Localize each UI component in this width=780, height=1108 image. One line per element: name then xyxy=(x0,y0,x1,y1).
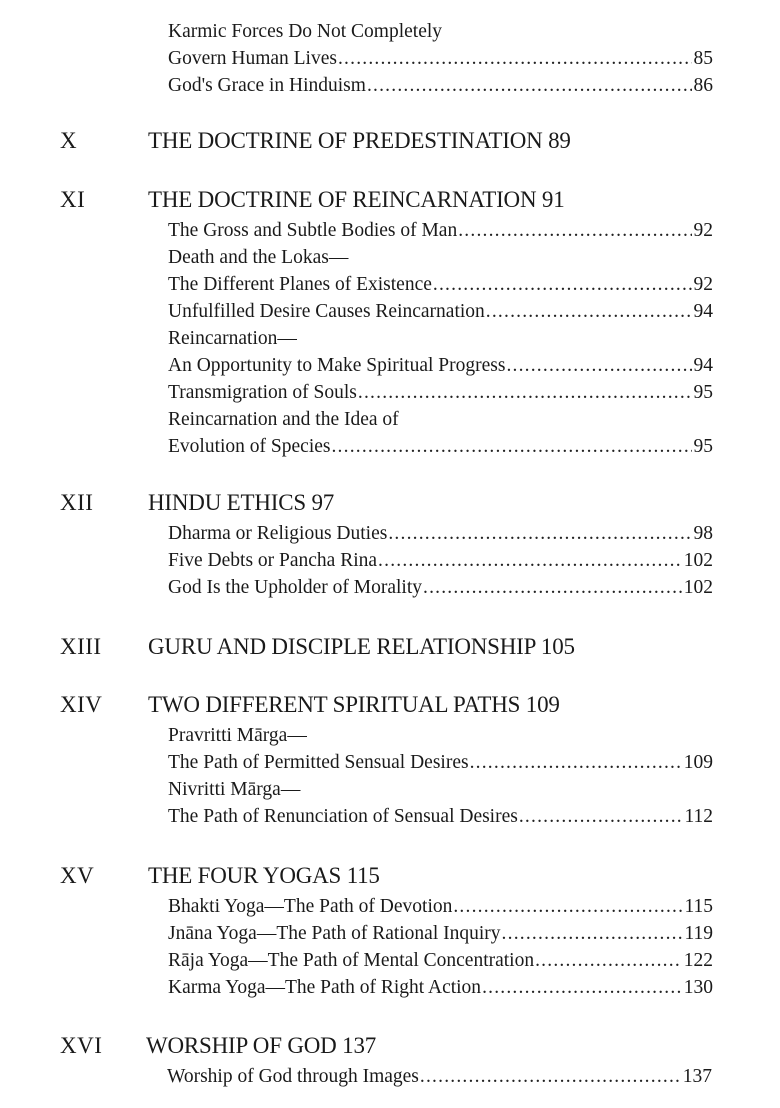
chapter-numeral: XIV xyxy=(60,692,103,717)
toc-entry[interactable] xyxy=(168,244,713,298)
entry-line: Reincarnation and the Idea of xyxy=(168,409,399,430)
toc-entry[interactable] xyxy=(168,722,713,776)
toc-chapter-xv xyxy=(0,861,780,1001)
entry-line: Five Debts or Pancha Rina xyxy=(168,550,378,571)
chapter-title: THE DOCTRINE OF PREDESTINATION 89 xyxy=(148,128,571,153)
toc-entries xyxy=(167,1063,712,1090)
entry-line: Bhakti Yoga—The Path of Devotion xyxy=(168,896,453,917)
dot-leader xyxy=(331,433,691,460)
page-number: 115 xyxy=(684,896,713,917)
page-number: 130 xyxy=(683,977,713,998)
chapter-title: TWO DIFFERENT SPIRITUAL PATHS 109 xyxy=(148,692,560,717)
dot-leader xyxy=(367,72,692,99)
toc-entry[interactable] xyxy=(167,1063,712,1090)
page-number: 86 xyxy=(693,75,713,96)
chapter-title: HINDU ETHICS 97 xyxy=(148,490,335,515)
chapter-numeral: XVI xyxy=(60,1033,103,1058)
toc-entry[interactable] xyxy=(168,547,713,574)
toc-entry[interactable] xyxy=(168,776,713,830)
toc-entry[interactable] xyxy=(168,947,713,974)
dot-leader xyxy=(388,520,691,547)
entry-line: The Path of Renunciation of Sensual Desires xyxy=(168,806,518,827)
page-number: 102 xyxy=(683,550,713,571)
chapter-title: THE FOUR YOGAS 115 xyxy=(148,863,380,888)
toc-entries xyxy=(168,893,713,1001)
entry-line: Death and the Lokas— xyxy=(168,247,349,268)
chapter-heading[interactable] xyxy=(0,632,780,662)
entry-line: Evolution of Species xyxy=(168,436,331,457)
page-number: 137 xyxy=(682,1066,712,1087)
toc-entry[interactable] xyxy=(168,574,713,601)
page-number: 119 xyxy=(684,923,713,944)
entry-line: God Is the Upholder of Morality xyxy=(168,577,422,598)
dot-leader xyxy=(486,298,692,325)
toc-entry[interactable] xyxy=(168,18,713,72)
page-number: 94 xyxy=(693,355,713,376)
page-number: 102 xyxy=(683,577,713,598)
chapter-heading[interactable] xyxy=(0,126,780,156)
chapter-heading[interactable] xyxy=(0,488,780,518)
toc-entry[interactable] xyxy=(168,520,713,547)
toc-chapter-xiv xyxy=(0,690,780,830)
toc-entry[interactable] xyxy=(168,920,713,947)
dot-leader xyxy=(420,1063,681,1090)
page-number: 112 xyxy=(684,806,713,827)
dot-leader xyxy=(378,547,682,574)
chapter-title: GURU AND DISCIPLE RELATIONSHIP 105 xyxy=(148,634,575,659)
entry-line: Rāja Yoga—The Path of Mental Concentration xyxy=(168,950,535,971)
toc-chapter-xi xyxy=(0,185,780,460)
toc-entry[interactable] xyxy=(168,406,713,460)
page-number: 122 xyxy=(683,950,713,971)
entry-line: Govern Human Lives xyxy=(168,48,337,69)
page-number: 92 xyxy=(693,274,713,295)
chapter-title: WORSHIP OF GOD 137 xyxy=(146,1033,377,1058)
chapter-heading[interactable] xyxy=(0,1031,780,1061)
entry-line: Pravritti Mārga— xyxy=(168,725,307,746)
dot-leader xyxy=(423,574,682,601)
chapter-numeral: XI xyxy=(60,187,86,212)
toc-entry[interactable] xyxy=(168,217,713,244)
entry-line: Karmic Forces Do Not Completely xyxy=(168,21,443,42)
dot-leader xyxy=(338,45,692,72)
page-number: 98 xyxy=(693,523,713,544)
page-number: 85 xyxy=(693,48,713,69)
toc-entry[interactable] xyxy=(168,325,713,379)
dot-leader xyxy=(506,352,691,379)
entry-line: Dharma or Religious Duties xyxy=(168,523,388,544)
entry-line: God's Grace in Hinduism xyxy=(168,75,366,96)
toc-entries xyxy=(168,217,713,460)
toc-entry[interactable] xyxy=(168,298,713,325)
dot-leader xyxy=(482,974,682,1001)
chapter-heading[interactable] xyxy=(0,690,780,720)
chapter-title: THE DOCTRINE OF REINCARNATION 91 xyxy=(148,187,565,212)
page-number: 95 xyxy=(693,382,713,403)
entry-line: Transmigration of Souls xyxy=(168,382,357,403)
chapter-heading[interactable] xyxy=(0,861,780,891)
page-number: 95 xyxy=(693,436,713,457)
toc-entries xyxy=(168,520,713,601)
entry-line: Worship of God through Images xyxy=(167,1066,419,1087)
entry-line: An Opportunity to Make Spiritual Progress xyxy=(168,355,506,376)
toc-entries xyxy=(168,18,713,99)
toc-chapter-x xyxy=(0,126,780,156)
toc-entries xyxy=(168,722,713,830)
chapter-numeral: X xyxy=(60,128,78,153)
dot-leader xyxy=(358,379,692,406)
dot-leader xyxy=(433,271,692,298)
entry-line: Jnāna Yoga—The Path of Rational Inquiry xyxy=(168,923,501,944)
toc-chapter-xiii xyxy=(0,632,780,662)
toc-entry[interactable] xyxy=(168,893,713,920)
chapter-numeral: XIII xyxy=(60,634,102,659)
toc-entry[interactable] xyxy=(168,379,713,406)
page-number: 109 xyxy=(683,752,713,773)
toc-chapter-xii xyxy=(0,488,780,601)
dot-leader xyxy=(535,947,682,974)
dot-leader xyxy=(470,749,682,776)
entry-line: Karma Yoga—The Path of Right Action xyxy=(168,977,482,998)
toc-continuation xyxy=(0,18,780,99)
entry-line: The Different Planes of Existence xyxy=(168,274,432,295)
entry-line: The Gross and Subtle Bodies of Man xyxy=(168,220,458,241)
toc-chapter-xvi xyxy=(0,1031,780,1090)
dot-leader xyxy=(458,217,691,244)
page-number: 94 xyxy=(693,301,713,322)
entry-line: Reincarnation— xyxy=(168,328,297,349)
chapter-heading[interactable] xyxy=(0,185,780,215)
toc-entry[interactable] xyxy=(168,72,713,99)
dot-leader xyxy=(453,893,682,920)
page-number: 92 xyxy=(693,220,713,241)
entry-line: Unfulfilled Desire Causes Reincarnation xyxy=(168,301,485,322)
toc-entry[interactable] xyxy=(168,974,713,1001)
entry-line: Nivritti Mārga— xyxy=(168,779,301,800)
dot-leader xyxy=(502,920,683,947)
chapter-numeral: XII xyxy=(60,490,94,515)
chapter-numeral: XV xyxy=(60,863,95,888)
entry-line: The Path of Permitted Sensual Desires xyxy=(168,752,469,773)
dot-leader xyxy=(519,803,683,830)
